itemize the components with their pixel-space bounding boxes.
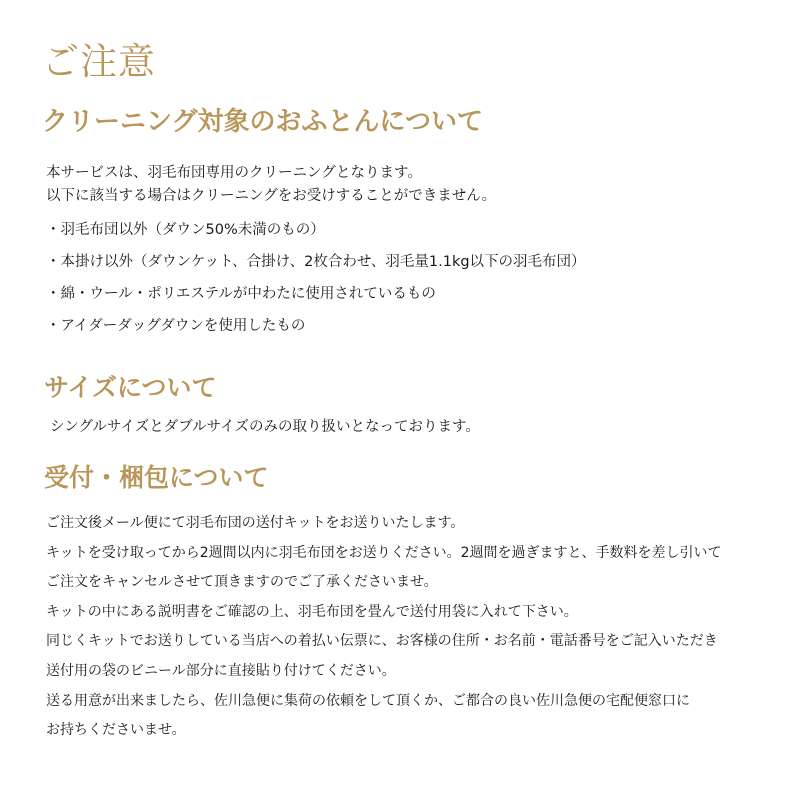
text-line: キットの中にある説明書をご確認の上、羽毛布団を畳んで送付用袋に入れて下さい。	[46, 603, 578, 620]
text-line: ご注文後メール便にて羽毛布団の送付キットをお送りいたします。	[46, 515, 465, 531]
text-line: 送付用の袋のビニール部分に直接貼り付けてください。	[46, 662, 396, 679]
text-line: 同じくキットでお送りしている当店への着払い伝票に、お客様の住所・お名前・電話番号をご記入いただき	[46, 633, 718, 650]
size-text	[50, 415, 480, 439]
page-title: ご注意	[42, 40, 156, 83]
exclusion-list	[46, 214, 586, 342]
list-item: ・羽毛布団以外（ダウン50%未満のもの）	[46, 222, 325, 238]
text-line: ご注文をキャンセルさせて頂きますのでご了承くださいませ。	[46, 574, 438, 591]
section-heading-target-futon: クリーニング対象のおふとんについて	[42, 107, 483, 137]
text-line: キットを受け取ってから2週間以内に羽毛布団をお送りください。2週間を過ぎますと、手数料を差し引いて	[46, 544, 722, 561]
text-line: 送る用意が出来ましたら、佐川急便に集荷の依頼をして頂くか、ご都合の良い佐川急便の宅配便窓口に	[46, 692, 690, 709]
section-heading-size: サイズについて	[44, 373, 217, 402]
section-heading-reception-packing: 受付・梱包について	[44, 463, 269, 492]
list-item: ・本掛け以外（ダウンケット、合掛け、2枚合わせ、羽毛量1.1kg以下の羽毛布団）	[46, 254, 586, 270]
list-item: ・アイダーダッグダウンを使用したもの	[46, 318, 306, 334]
target-futon-intro	[46, 162, 496, 208]
intro-line: 以下に該当する場合はクリーニングをお受けすることができません。	[46, 188, 497, 204]
intro-line: 本サービスは、羽毛布団専用のクリーニングとなります。	[46, 165, 422, 181]
text-line: お持ちくださいませ。	[46, 722, 186, 739]
reception-packing-text	[46, 509, 722, 746]
size-line: シングルサイズとダブルサイズのみの取り扱いとなっております。	[50, 419, 480, 435]
list-item: ・綿・ウール・ポリエステルが中わたに使用されているもの	[46, 286, 436, 302]
